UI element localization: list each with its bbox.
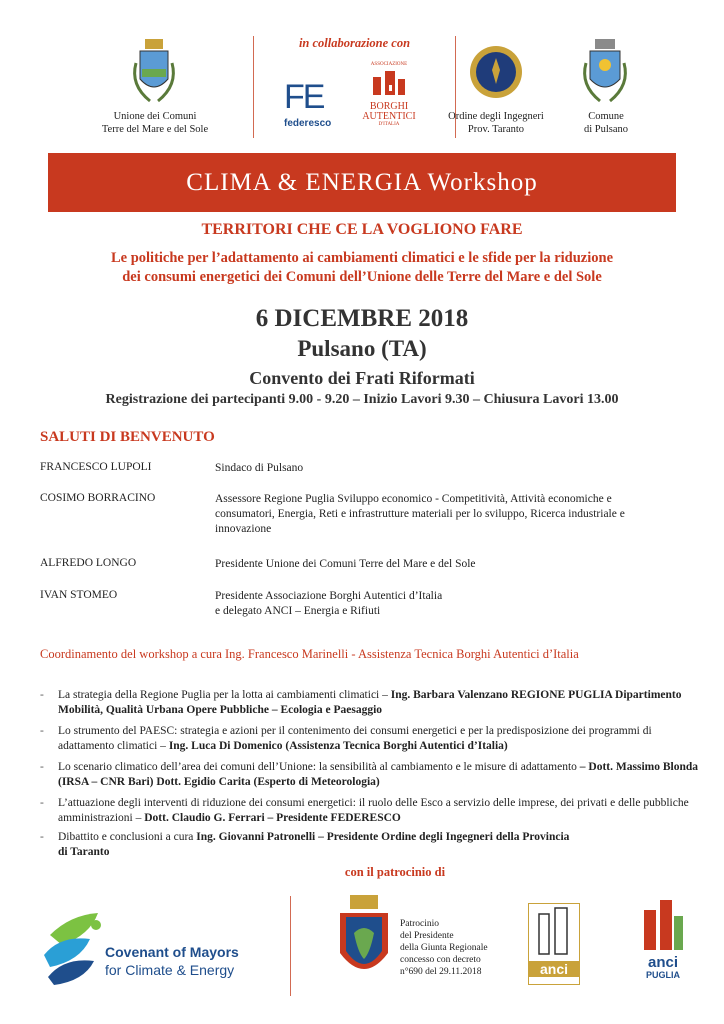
ordine-caption-line1: Ordine degli Ingegneri <box>448 111 544 122</box>
anci-puglia-label1: anci <box>647 954 678 971</box>
speaker-role <box>215 589 655 619</box>
patronage-label: con il patrocinio di <box>344 865 446 879</box>
event-description-line1: Le politiche per l’adattamento ai cambiamenti climatici e le sfide per la riduzione <box>110 250 614 266</box>
header-divider-left <box>253 36 254 138</box>
unione-caption-line1: Unione dei Comuni <box>113 111 197 122</box>
covenant-of-mayors-logo-icon <box>40 905 110 985</box>
event-description <box>0 249 724 287</box>
agenda-item-text: Dibattito e conclusioni a cura <box>58 831 197 843</box>
list-bullet: - <box>40 761 44 773</box>
unione-caption-line2: Terre del Mare e del Sole <box>101 124 209 135</box>
covenant-line2: for Climate & Energy <box>105 962 235 978</box>
agenda-item-speaker: Dott. Claudio G. Ferrari – Presidente FEDERESCO <box>144 812 401 824</box>
agenda-item-speaker: Ing. Luca Di Domenico (Assistenza Tecnica Borghi Autentici d’Italia) <box>168 740 508 752</box>
patrocinio-line: del Presidente <box>400 931 454 941</box>
speaker-role-line2: e delegato ANCI – Energia e Rifiuti <box>215 605 381 617</box>
federesco-name: federesco <box>284 118 332 129</box>
agenda-item-text: La strategia della Regione Puglia per la lotta ai cambiamenti climatici – <box>58 689 391 701</box>
agenda-item-text: L’attuazione degli interventi di riduzione dei consumi energetici: il ruolo delle Esco a servizio delle imprese, dei privati e delle pubbliche amministrazioni – <box>58 797 689 824</box>
anci-puglia-label2: PUGLIA <box>645 970 680 980</box>
speaker-role: Sindaco di Pulsano <box>215 462 304 474</box>
unione-caption <box>90 110 220 136</box>
event-subtitle: TERRITORI CHE CE LA VOGLIONO FARE <box>201 221 523 238</box>
event-description-line2: dei consumi energetici dei Comuni dell’Unione delle Terre del Mare e del Sole <box>122 269 602 285</box>
anci-puglia-logo <box>638 898 688 988</box>
coordination-note: Coordinamento del workshop a cura Ing. Francesco Marinelli - Assistenza Tecnica Borghi Autentici d’Italia <box>40 647 579 661</box>
footer-divider <box>290 896 291 996</box>
ordine-caption <box>432 110 560 136</box>
patrocinio-line: Patrocinio <box>400 919 440 929</box>
federesco-mark: FE <box>284 78 324 116</box>
borghi-assoc-label: ASSOCIAZIONE <box>370 62 408 67</box>
speaker-role-line1: Presidente Associazione Borghi Autentici d’Italia <box>215 590 443 602</box>
anci-tower-icon <box>533 904 575 956</box>
agenda-item-speaker: Ing. Barbara Valenzano REGIONE PUGLIA Dipartimento Mobilità, Qualità Urbana Opere Pubbliche – Ecologia e Paesaggio <box>58 689 682 716</box>
speaker-name: COSIMO BORRACINO <box>40 492 156 504</box>
agenda-item-speaker: Ing. Giovanni Patronelli – Presidente Ordine degli Ingegneri della Provincia di Taranto <box>58 831 570 858</box>
event-date: 6 DICEMBRE 2018 <box>255 305 469 332</box>
borghi-name2: AUTENTICI <box>362 111 416 122</box>
pulsano-crest-icon <box>578 35 632 107</box>
agenda-item-text: Lo scenario climatico dell’area dei comuni dell’Unione: la sensibilità al cambiamento e le misure di adattamento <box>58 761 580 773</box>
borghi-name3: D'ITALIA <box>378 122 400 127</box>
federesco-logo <box>284 80 342 136</box>
borghi-name1: BORGHI <box>369 101 409 112</box>
collaboration-label: in collaborazione con <box>298 36 411 50</box>
speaker-role: Presidente Unione dei Comuni Terre del Mare e del Sole <box>215 558 476 570</box>
borghi-castle-icon <box>369 67 409 97</box>
ordine-caption-line2: Prov. Taranto <box>467 124 525 135</box>
workshop-title-banner: CLIMA & ENERGIA Workshop <box>48 153 676 212</box>
pulsano-caption-line1: Comune <box>588 111 624 122</box>
agenda-item-text: Lo strumento del PAESC: strategia e azioni per il contenimento dei consumi energetici e per la predisposizione dei programmi di adattamento climatici – <box>58 725 652 752</box>
unione-crest-icon <box>128 35 180 107</box>
agenda-item-speaker: – Dott. Massimo Blonda (IRSA – CNR Bari) Dott. Egidio Carita (Esperto di Meteorologia) <box>58 761 698 788</box>
event-schedule: Registrazione dei partecipanti 9.00 - 9.20 – Inizio Lavori 9.30 – Chiusura Lavori 13.00 <box>105 392 619 407</box>
regione-puglia-crest-icon <box>336 893 392 989</box>
patrocinio-note <box>400 918 488 978</box>
pulsano-caption-line2: di Pulsano <box>583 124 629 135</box>
welcome-heading: SALUTI DI BENVENUTO <box>40 429 215 445</box>
event-venue: Convento dei Frati Riformati <box>249 368 475 388</box>
patrocinio-line: n°690 del 29.11.2018 <box>400 967 482 977</box>
speaker-name: IVAN STOMEO <box>40 589 118 601</box>
list-bullet: - <box>40 797 44 809</box>
covenant-line1: Covenant of Mayors <box>105 944 239 960</box>
ordine-ingegneri-seal-icon <box>464 44 528 100</box>
list-bullet: - <box>40 831 44 843</box>
borghi-autentici-logo <box>360 62 418 138</box>
pulsano-caption <box>560 110 652 136</box>
patrocinio-line: della Giunta Regionale <box>400 943 488 953</box>
patrocinio-line: concesso con decreto <box>400 955 481 965</box>
speaker-name: ALFREDO LONGO <box>40 557 137 569</box>
list-bullet: - <box>40 725 44 737</box>
list-bullet: - <box>40 689 44 701</box>
anci-puglia-tower-icon <box>640 898 686 950</box>
event-place: Pulsano (TA) <box>297 336 427 361</box>
speaker-name: FRANCESCO LUPOLI <box>40 461 152 473</box>
anci-logo <box>528 903 580 985</box>
speaker-role: Assessore Regione Puglia Sviluppo economico - Competitività, Attività economiche e consumatori, Energia, Reti e infrastrutture materiali per lo sviluppo, Ricerca industriale e innovazione <box>215 493 625 535</box>
anci-label: anci <box>529 961 579 977</box>
